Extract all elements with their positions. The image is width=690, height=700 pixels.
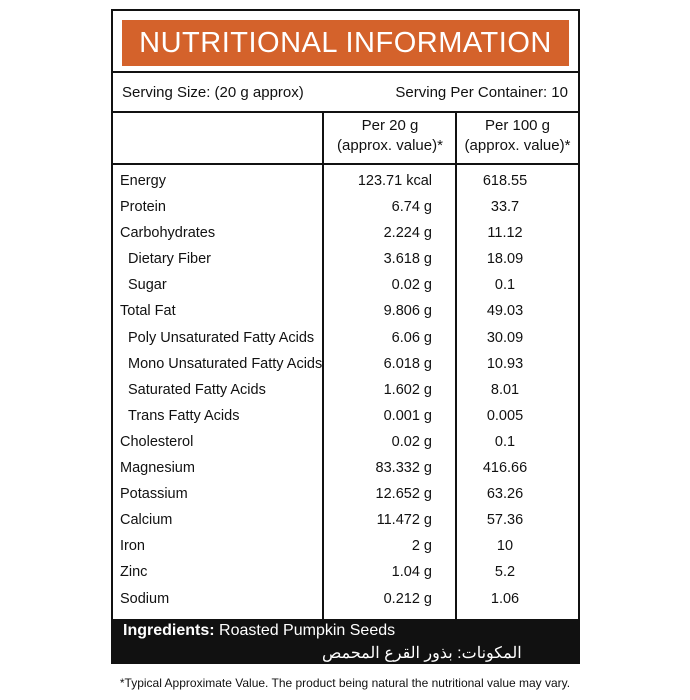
nutrient-value-per-20g: 6.74 g [391, 199, 432, 216]
nutrient-row [113, 193, 578, 219]
ingredients-arabic: المكونات: بذور القرع المحمص [322, 645, 522, 662]
nutrient-name: Saturated Fatty Acids [128, 381, 266, 398]
nutrient-value-per-20g: 2 g [411, 538, 432, 555]
nutrient-row [113, 376, 578, 402]
nutrient-value-per-100g: 0.1 [494, 277, 516, 294]
nutrient-row [113, 297, 578, 323]
nutrient-value-per-100g: 33.7 [490, 199, 520, 216]
nutrient-name: Protein [120, 199, 166, 216]
nutrient-name: Iron [120, 538, 145, 555]
column-header-per-100g: Per 100 g (approx. value)* [464, 117, 571, 154]
nutrient-row [113, 245, 578, 271]
nutrient-value-per-20g: 1.602 g [383, 381, 432, 398]
nutrient-name: Energy [120, 173, 166, 189]
nutrient-value-per-100g: 63.26 [486, 486, 524, 503]
ingredients-english [123, 622, 395, 640]
nutrient-value-per-100g: 1.06 [490, 590, 520, 607]
nutrient-value-per-100g: 57.36 [486, 512, 524, 529]
nutrient-row [113, 324, 578, 350]
nutrient-value-per-20g: 0.212 g [383, 590, 432, 607]
nutrient-name: Dietary Fiber [128, 251, 211, 268]
nutrient-value-per-20g: 0.02 g [391, 433, 432, 450]
nutrient-value-per-20g: 11.472 g [376, 512, 432, 529]
nutrient-value-per-100g: 416.66 [482, 460, 528, 477]
nutrient-row [113, 402, 578, 428]
nutrient-value-per-20g: 12.652 g [375, 486, 432, 503]
nutrient-name: Sodium [120, 590, 170, 607]
nutrient-value-per-100g: 10 [496, 538, 514, 555]
nutrient-value-per-20g: 123.71 kcal [357, 173, 432, 189]
nutrient-name: Cholesterol [120, 433, 194, 450]
footnote: *Typical Approximate Value. The product being natural the nutritional value may vary. [119, 676, 571, 690]
nutrient-value-per-20g: 2.224 g [383, 225, 432, 242]
nutrient-name: Sugar [128, 277, 167, 294]
nutrient-value-per-20g: 6.018 g [383, 355, 432, 372]
nutrient-row [113, 219, 578, 245]
nutrient-value-per-20g: 3.618 g [383, 251, 432, 268]
nutrient-value-per-100g: 618.55 [482, 173, 528, 189]
nutrient-value-per-100g: 30.09 [486, 329, 524, 346]
nutrient-value-per-20g: 1.04 g [391, 564, 432, 581]
serving-size: Serving Size: (20 g approx) [122, 84, 304, 101]
nutrient-name: Mono Unsaturated Fatty Acids [128, 355, 323, 372]
nutrient-value-per-100g: 0.1 [494, 433, 516, 450]
nutrition-label [111, 9, 580, 664]
nutrient-value-per-20g: 0.02 g [391, 277, 432, 294]
nutrient-name: Zinc [120, 564, 148, 581]
nutrient-row [113, 167, 578, 193]
nutrient-value-per-100g: 5.2 [494, 564, 516, 581]
nutrient-row [113, 585, 578, 611]
nutrient-name: Calcium [120, 512, 173, 529]
nutrient-row [113, 506, 578, 532]
nutrient-value-per-100g: 10.93 [486, 355, 524, 372]
nutrient-row [113, 480, 578, 506]
nutrient-value-per-20g: 0.001 g [383, 407, 432, 424]
nutrient-name: Total Fat [120, 303, 176, 320]
nutrient-value-per-100g: 11.12 [487, 225, 523, 242]
ingredients-label: Ingredients: [123, 622, 215, 639]
column-header-per-20g: Per 20 g (approx. value)* [337, 117, 443, 154]
column-header-row [113, 113, 578, 165]
nutrient-table [113, 167, 578, 611]
nutrient-row [113, 428, 578, 454]
nutrient-row [113, 454, 578, 480]
nutrient-row [113, 532, 578, 558]
nutrient-name: Magnesium [120, 460, 195, 477]
ingredients-panel [113, 619, 578, 664]
nutrient-value-per-20g: 83.332 g [375, 460, 432, 477]
nutrition-title: NUTRITIONAL INFORMATION [122, 20, 569, 66]
nutrient-name: Potassium [120, 486, 188, 503]
nutrient-value-per-100g: 49.03 [486, 303, 524, 320]
nutrient-value-per-20g: 9.806 g [383, 303, 432, 320]
nutrient-name: Carbohydrates [120, 225, 216, 242]
nutrient-name: Trans Fatty Acids [128, 407, 240, 424]
nutrient-value-per-100g: 18.09 [486, 251, 524, 268]
nutrient-row [113, 350, 578, 376]
serving-info-row [113, 71, 578, 113]
nutrient-value-per-20g: 6.06 g [391, 329, 432, 346]
nutrient-row [113, 558, 578, 584]
nutrient-value-per-100g: 8.01 [490, 381, 520, 398]
ingredients-text: Roasted Pumpkin Seeds [219, 622, 396, 639]
nutrient-row [113, 271, 578, 297]
servings-per-container: Serving Per Container: 10 [395, 84, 568, 101]
nutrient-name: Poly Unsaturated Fatty Acids [128, 329, 315, 346]
nutrient-value-per-100g: 0.005 [486, 407, 524, 424]
